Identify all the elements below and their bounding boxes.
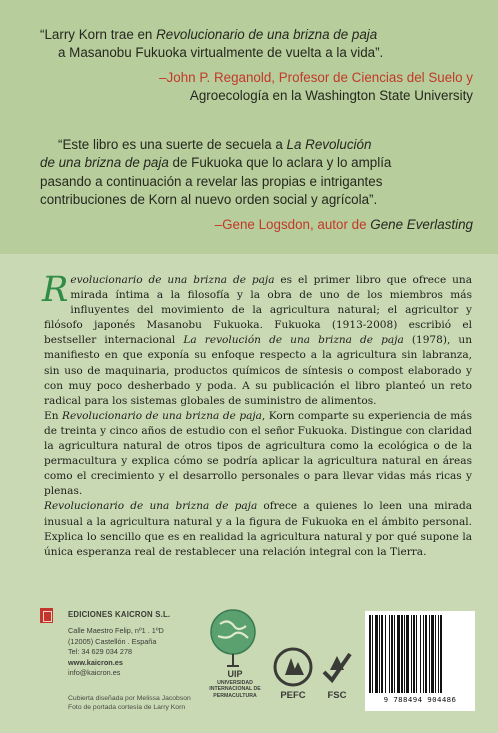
pefc-trees-icon bbox=[272, 646, 314, 688]
quote-line: a Masanobu Fukuoka virtualmente de vuelta a la vida”. bbox=[58, 45, 384, 61]
quote-line: de una brizna de paja de Fukuoka que lo aclara y lo amplía bbox=[40, 155, 392, 171]
svg-text:UIP: UIP bbox=[227, 669, 243, 679]
email: info@kaicron.es bbox=[68, 668, 121, 677]
phone: Tel: 34 629 034 278 bbox=[68, 647, 133, 656]
quote-reganold bbox=[40, 26, 473, 106]
blurb-paragraph-2: En Revolucionario de una brizna de paja, Korn comparte su experiencia de más de treinta y cinco años de estudio con el señor Fukuoka. Distingue con claridad la agricultura natural de otros tipos de agricultura como la ecológica o de la permacultura y explica cómo se podría aplicar la agricultura natural en áreas como el crecimiento y el desarrollo personales o para llevar vidas más ricas y plenas. bbox=[44, 409, 472, 498]
pefc-label: PEFC bbox=[280, 690, 306, 701]
barcode-number: 9 788494 904486 bbox=[383, 695, 457, 704]
attribution: –John P. Reganold, Profesor de Ciencias del Suelo y bbox=[159, 69, 473, 85]
globe-tree-icon bbox=[200, 600, 270, 680]
barcode-icon bbox=[369, 615, 471, 693]
quote-line: pasando a continuación a revelar las propias e intrigantes bbox=[40, 173, 383, 189]
quote-line: “Este libro es una suerte de secuela a La Revolución bbox=[58, 137, 372, 152]
isbn-barcode bbox=[365, 611, 475, 711]
kaicron-logo-icon bbox=[40, 608, 53, 623]
quote-line: “Larry Korn trae en Revolucionario de una brizna de paja bbox=[40, 27, 378, 42]
drop-cap: R bbox=[42, 270, 69, 310]
uip-name: UNIVERSIDAD INTERNACIONAL DE PERMACULTURA bbox=[209, 680, 261, 699]
pefc-logo bbox=[272, 646, 314, 706]
address-line-2: (12005) Castellón . España bbox=[68, 636, 157, 646]
fsc-logo bbox=[316, 646, 358, 706]
blurb-paragraph-1: Revolucionario de una brizna de paja es el primer libro que ofrece una mirada íntima a la filosofía y la obra de uno de los miembros más influyentes del movimiento de la agricultura natural; el agricultor y filósofo japonés Masanobu Fukuoka. Fukuoka (1913-2008) escribió el bestseller internacional La revolución de una brizna de paja (1978), un manifiesto en que exponía su enfoque respecto a la agricultura sin labranza, sin uso de maquinaria, productos químicos de síntesis o compost elaborado y con muy poco desherbado y poda. A su publicación el libro planteó un reto radical para los sistemas globales de suministro de alimentos. bbox=[42, 270, 473, 407]
attribution: –Gene Logsdon, autor de Gene Everlasting bbox=[214, 216, 473, 232]
credit-photo: Foto de portada cortesía de Larry Korn bbox=[68, 704, 186, 711]
publisher-name: EDICIONES KAICRON S.L. bbox=[68, 610, 171, 619]
website: www.kaicron.es bbox=[68, 657, 123, 667]
quote-logsdon bbox=[40, 136, 473, 234]
blurb-paragraph-3: Revolucionario de una brizna de paja ofrece a quienes lo leen una mirada inusual a la agricultura natural y a la figura de Fukuoka en el ámbito personal. Explica lo sencillo que es en realidad la agricultura natural y por qué supone la única esperanza real de restablecer una relación integral con la Tierra. bbox=[44, 500, 472, 558]
blurb bbox=[42, 270, 473, 560]
fsc-label: FSC bbox=[327, 690, 347, 701]
attribution-line: Agroecología en la Washington State University bbox=[189, 88, 473, 104]
quote-line: contribuciones de Korn al nuevo orden social y agrícola”. bbox=[40, 192, 378, 208]
uip-logo bbox=[200, 600, 270, 720]
quotes-panel bbox=[0, 0, 498, 254]
address-line-1: Calle Maestro Felip, nº1 . 1ºD bbox=[68, 626, 164, 635]
publisher-contact bbox=[68, 626, 164, 679]
credit-design: Cubierta diseñada por Melissa Jacobson bbox=[68, 695, 191, 702]
fsc-tree-check-icon bbox=[316, 646, 358, 688]
